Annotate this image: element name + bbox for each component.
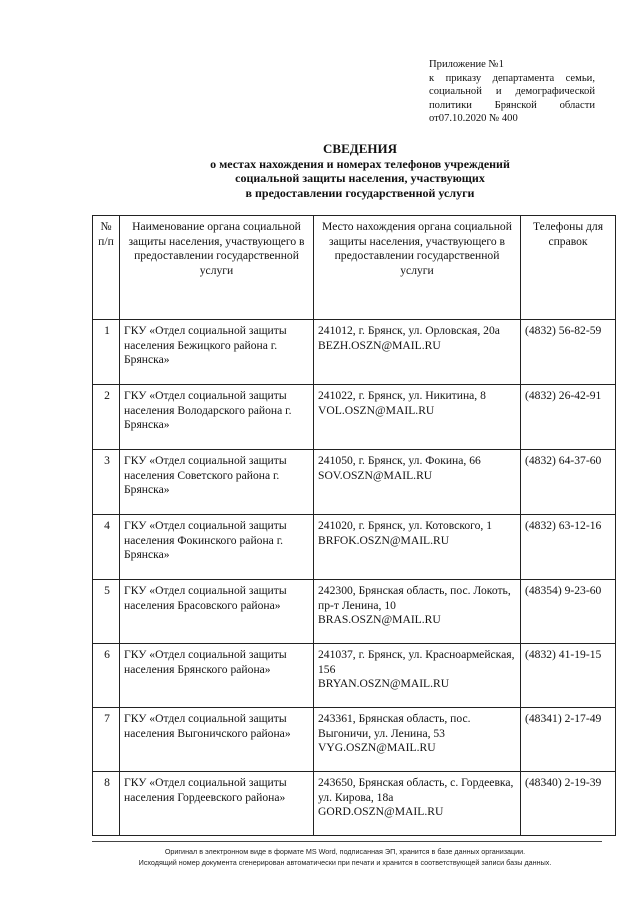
address-text: 241050, г. Брянск, ул. Фокина, 66 <box>318 454 481 467</box>
footer-line-2: Исходящий номер документа сгенерирован автоматически при печати и хранится в соответствующей записи базы данных. <box>138 858 552 867</box>
header-address: Место нахождения органа социальной защиты населения, участвующего в предоставлении государственной услуги <box>314 216 521 320</box>
cell-address <box>314 772 521 836</box>
appendix-line: к приказу департамента семьи, <box>429 72 595 84</box>
table-row <box>93 320 616 385</box>
table-header-row <box>93 216 616 320</box>
cell-address <box>314 320 521 385</box>
title-line: в предоставлении государственной услуги <box>245 185 475 200</box>
cell-name: ГКУ «Отдел социальной защиты населения Фокинского района г. Брянска» <box>120 515 314 580</box>
cell-number: 3 <box>93 450 120 515</box>
cell-name: ГКУ «Отдел социальной защиты населения Советского района г. Брянска» <box>120 450 314 515</box>
email-text: VYG.OSZN@MAIL.RU <box>318 741 436 754</box>
email-text: VOL.OSZN@MAIL.RU <box>318 403 435 417</box>
address-text: 241037, г. Брянск, ул. Красноармейская, 156 <box>318 648 515 676</box>
appendix-line: политики Брянской области <box>429 99 595 111</box>
cell-number: 2 <box>93 385 120 450</box>
email-text: BEZH.OSZN@MAIL.RU <box>318 338 441 352</box>
table-row <box>93 450 616 515</box>
cell-address <box>314 644 521 708</box>
email-text: BRYAN.OSZN@MAIL.RU <box>318 677 450 690</box>
header-name: Наименование органа социальной защиты населения, участвующего в предоставлении государственной услуги <box>120 216 314 320</box>
cell-number: 5 <box>93 580 120 644</box>
cell-name: ГКУ «Отдел социальной защиты населения Брянского района» <box>120 644 314 708</box>
email-text: BRAS.OSZN@MAIL.RU <box>318 613 441 626</box>
address-text: 242300, Брянская область, пос. Локоть, пр-т Ленина, 10 <box>318 584 511 612</box>
email-text: BRFOK.OSZN@MAIL.RU <box>318 533 450 547</box>
cell-name: ГКУ «Отдел социальной защиты населения Гордеевского района» <box>120 772 314 836</box>
table-row <box>93 580 616 644</box>
appendix-line: Приложение №1 <box>429 59 504 70</box>
cell-phone: (4832) 63-12-16 <box>521 515 616 580</box>
cell-name: ГКУ «Отдел социальной защиты населения Бежицкого района г. Брянска» <box>120 320 314 385</box>
cell-address <box>314 385 521 450</box>
cell-name: ГКУ «Отдел социальной защиты населения Володарского района г. Брянска» <box>120 385 314 450</box>
address-text: 243361, Брянская область, пос. Выгоничи, ул. Ленина, 53 <box>318 712 471 740</box>
footer-divider <box>92 841 602 842</box>
appendix-block <box>429 58 595 126</box>
cell-number: 7 <box>93 708 120 772</box>
cell-number: 6 <box>93 644 120 708</box>
title-line: о местах нахождения и номерах телефонов учреждений <box>210 156 510 171</box>
cell-address <box>314 580 521 644</box>
cell-name: ГКУ «Отдел социальной защиты населения Выгоничского района» <box>120 708 314 772</box>
address-text: 241022, г. Брянск, ул. Никитина, 8 <box>318 389 486 402</box>
cell-phone: (48340) 2-19-39 <box>521 772 616 836</box>
cell-phone: (48341) 2-17-49 <box>521 708 616 772</box>
table-row <box>93 644 616 708</box>
title-heading: СВЕДЕНИЯ <box>323 141 397 156</box>
appendix-line: социальной и демографической <box>429 86 595 97</box>
address-text: 241012, г. Брянск, ул. Орловская, 20а <box>318 324 500 337</box>
cell-phone: (4832) 26-42-91 <box>521 385 616 450</box>
cell-phone: (4832) 41-19-15 <box>521 644 616 708</box>
offices-table <box>92 215 616 836</box>
cell-number: 1 <box>93 320 120 385</box>
table-row <box>93 515 616 580</box>
table-row <box>93 708 616 772</box>
cell-name: ГКУ «Отдел социальной защиты населения Брасовского района» <box>120 580 314 644</box>
email-text: SOV.OSZN@MAIL.RU <box>318 468 433 482</box>
table-row <box>93 772 616 836</box>
cell-address <box>314 708 521 772</box>
address-text: 241020, г. Брянск, ул. Котовского, 1 <box>318 519 493 532</box>
footer-line-1: Оригинал в электронном виде в формате MS Word, подписанная ЭП, хранится в базе данных организации. <box>164 847 526 856</box>
cell-phone: (4832) 64-37-60 <box>521 450 616 515</box>
table-row <box>93 385 616 450</box>
cell-phone: (4832) 56-82-59 <box>521 320 616 385</box>
email-text: GORD.OSZN@MAIL.RU <box>318 805 444 818</box>
header-phone: Телефоны для справок <box>521 216 616 320</box>
cell-number: 8 <box>93 772 120 836</box>
address-text: 243650, Брянская область, с. Гордеевка, ул. Кирова, 18а <box>318 776 514 804</box>
footer-note <box>60 846 630 868</box>
header-number: № п/п <box>93 216 120 320</box>
cell-number: 4 <box>93 515 120 580</box>
document-title <box>90 142 630 200</box>
cell-address <box>314 515 521 580</box>
cell-address <box>314 450 521 515</box>
title-line: социальной защиты населения, участвующих <box>235 171 485 185</box>
appendix-line: от07.10.2020 № 400 <box>429 113 518 124</box>
cell-phone: (48354) 9-23-60 <box>521 580 616 644</box>
